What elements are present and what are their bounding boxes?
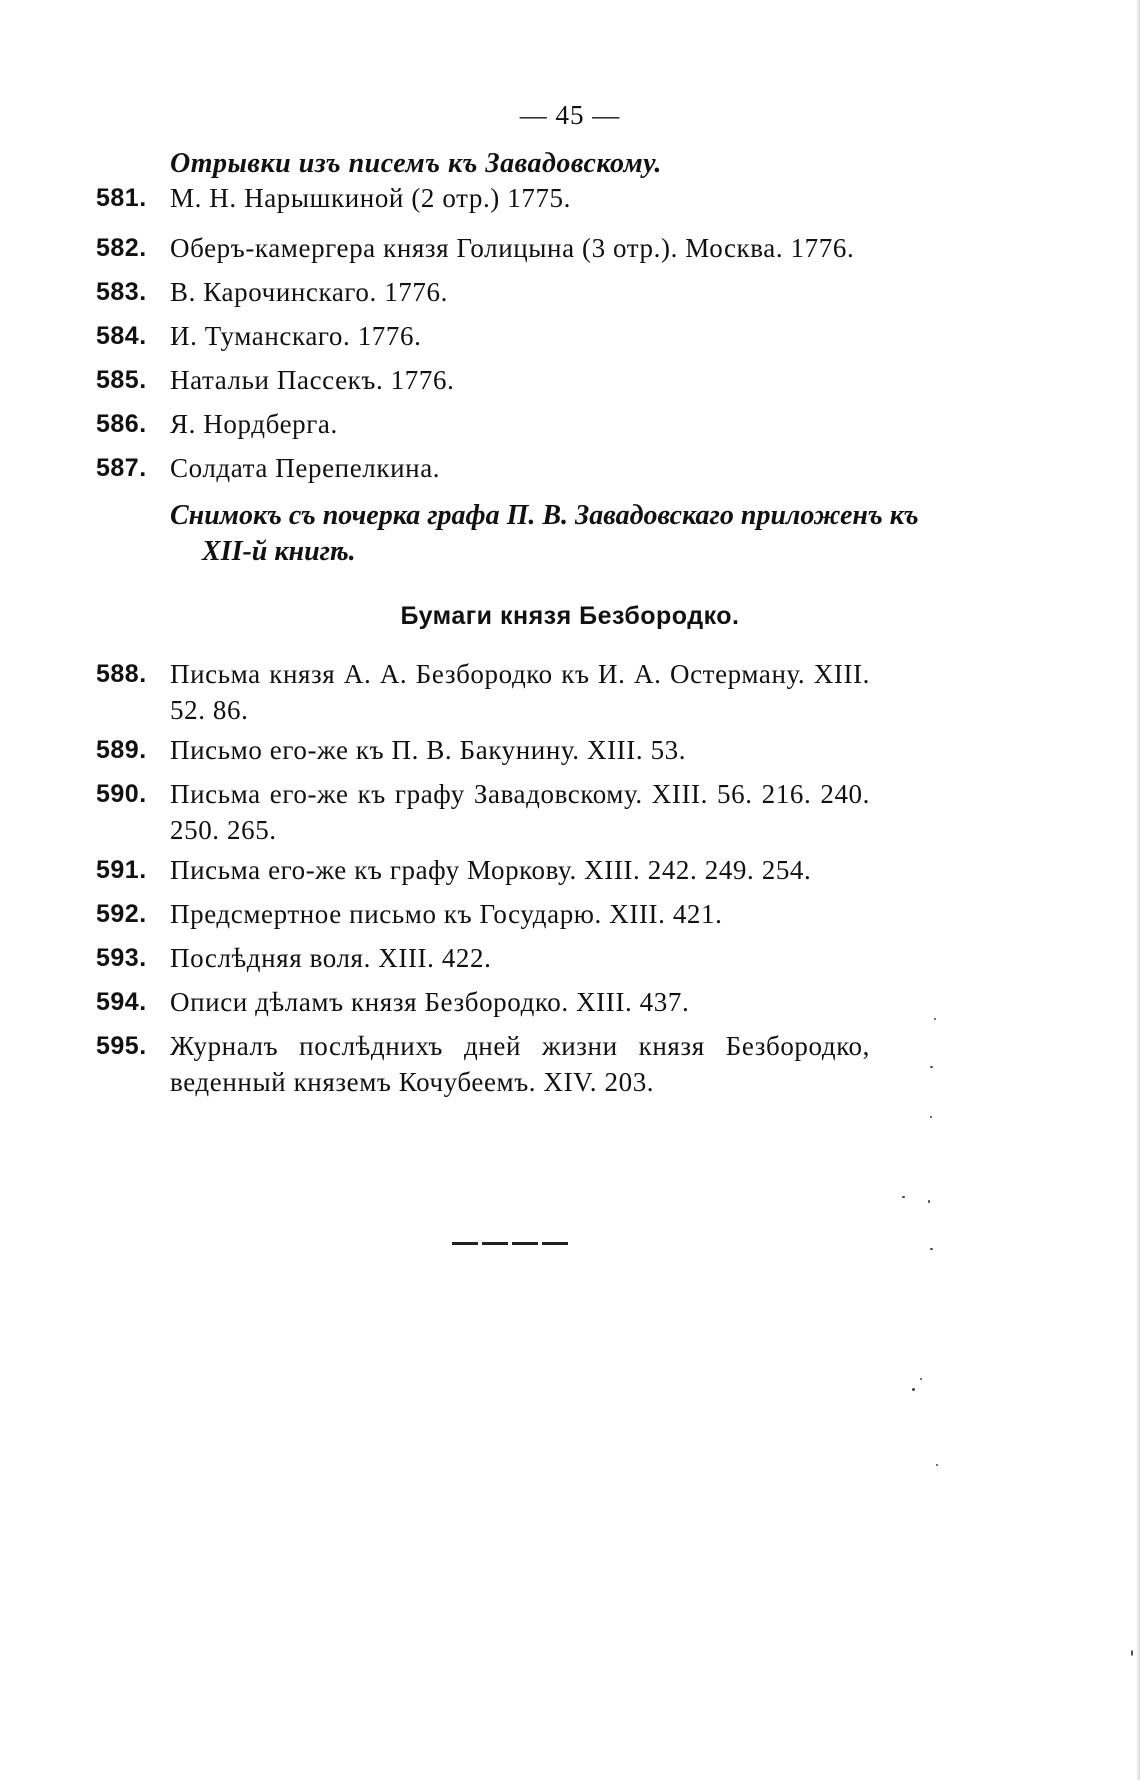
entry-text: Письмо его-же къ П. В. Бакунину. XIII. 53.: [170, 735, 687, 765]
scan-speck: [928, 1200, 930, 1203]
entry-581: [96, 180, 946, 216]
entry-text: Письма князя А. А. Безбородко къ И. А. Остерману. XIII. 52. 86.: [170, 659, 870, 725]
entry-number: 588.: [96, 660, 147, 688]
entry-number: 586.: [96, 410, 147, 438]
scan-speck: [934, 1018, 936, 1020]
entry-number: 589.: [96, 736, 147, 764]
entry-593: [96, 940, 946, 976]
scan-speck: [930, 1248, 933, 1250]
entry-594: [96, 984, 946, 1020]
entry-text: Солдата Перепелкина.: [170, 453, 441, 483]
scan-speck: [1131, 1650, 1133, 1656]
entry-number: 582.: [96, 234, 147, 262]
entry-591: [96, 852, 946, 888]
entry-number: 591.: [96, 856, 147, 884]
facsimile-note-line2: XII-й книгѣ.: [202, 536, 356, 567]
entry-text: Послѣдняя воля. XIII. 422.: [170, 943, 492, 973]
scan-speck: [920, 1378, 922, 1380]
page-number: — 45 —: [519, 100, 621, 130]
entry-583: [96, 274, 946, 310]
scan-speck: [930, 1066, 933, 1068]
entry-588: [96, 656, 946, 728]
entry-text: Письма его-же къ графу Завадовскому. XIII. 56. 216. 240. 250. 265.: [170, 779, 870, 845]
entry-587: [96, 450, 946, 486]
entry-number: 593.: [96, 944, 147, 972]
entry-number: 595.: [96, 1032, 147, 1060]
entry-595: [96, 1028, 946, 1100]
entry-text: Предсмертное письмо къ Государю. XIII. 421.: [170, 899, 723, 929]
entry-text: М. Н. Нарышкиной (2 отр.) 1775.: [170, 183, 571, 213]
entry-text: Описи дѣламъ князя Безбородко. XIII. 437.: [170, 987, 690, 1017]
entry-586: [96, 406, 946, 442]
scan-speck: [930, 1116, 932, 1118]
entry-592: [96, 896, 946, 932]
entry-text: И. Туманскаго. 1776.: [170, 321, 422, 351]
page-edge-shadow: [1136, 0, 1140, 1780]
facsimile-note: [170, 498, 940, 570]
entry-584: [96, 318, 946, 354]
entry-number: 585.: [96, 366, 147, 394]
scan-speck: [912, 1388, 915, 1391]
entry-text: Натальи Пассекъ. 1776.: [170, 365, 455, 395]
entry-number: 583.: [96, 278, 147, 306]
entry-number: 581.: [96, 184, 147, 212]
entry-number: 594.: [96, 988, 147, 1016]
scan-speck: [936, 1464, 938, 1466]
entry-585: [96, 362, 946, 398]
entry-text: Письма его-же къ графу Моркову. XIII. 242. 249. 254.: [170, 855, 812, 885]
entry-number: 592.: [96, 900, 147, 928]
entry-590: [96, 776, 946, 848]
entry-text: Оберъ-камергера князя Голицына (3 отр.). Москва. 1776.: [170, 233, 855, 263]
entry-589: [96, 732, 946, 768]
entry-number: 587.: [96, 454, 147, 482]
entry-number: 584.: [96, 322, 147, 350]
section-heading-zavadovsky: Отрывки изъ писемъ къ Завадовскому.: [170, 148, 662, 179]
entry-582: [96, 230, 946, 266]
entry-text: В. Карочинскаго. 1776.: [170, 277, 448, 307]
entry-text: Я. Нордберга.: [170, 409, 338, 439]
facsimile-note-line1: Снимокъ съ почерка графа П. В. Завадовскаго приложенъ къ: [170, 500, 919, 531]
end-divider: [452, 1242, 572, 1245]
entry-number: 590.: [96, 780, 147, 808]
scan-speck: [902, 1196, 905, 1198]
entry-text: Журналъ послѣднихъ дней жизни князя Безбородко, веденный княземъ Кочубеемъ. XIV. 203.: [170, 1031, 870, 1097]
section-heading-bezborodko: Бумаги князя Безбородко.: [400, 602, 740, 630]
